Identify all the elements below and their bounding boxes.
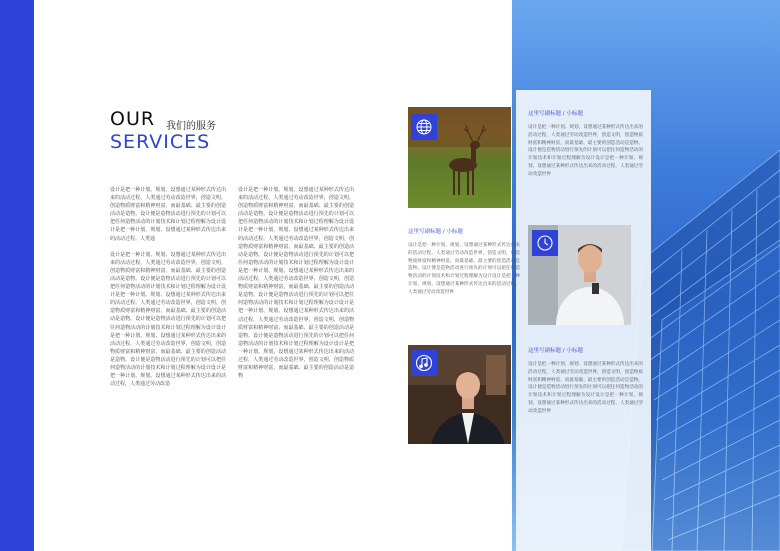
paragraph: 设计是把一种计划、规划、设想通过某种形式传达出来的活动过程，人类通过劳动改造世界，创造文明，创造物质财富和精神财富，而最基础、最主要的创造活动是造物。设计便是造物活动进行预先的计划可以把任何造物活动的计划技术和计划过程理解为设计设计是把一种计划、规划、设想通过某种形式传达出来的活动过程。人类通过劳动改造世界，创造文明，创造物质财富和精神财富，而最基础、最主要的创造活动是造物。设计便是造物活动进行预先的计划可以把任何造物活动的计划技术和计划过程理解为设计设计是把一种计划、规划、设想通过某种形式传达出来的活动过程，人类通过劳动改造世界，创造文明，创造物质财富和精神财富，而最基础、最主要的创造活动是造物。设计便是造物活动进行预先的计划可以把任何造物活动的计划技术和计划过程理解为设计设计是把一种计划、规划、设想通过某种形式传达出来的活动过程，人类通过劳动改造世界，创造文明，创造物质财富和精神财富，而最基础、最主要的创造活动是造物。设计便是造物活动进行预先的计划可以把任何造物活动的计划技术和计划过程理解为设计设计是把一种计划、规划、设想通过某种形式传达出来的活动过程，人类通过劳动改造世界，创造文明，创造物质财富和精神财富，而最基础、最主要的创造活动是造物 [238,187,354,380]
globe-icon [411,114,437,140]
service-subtitle-1: 这里写副标题 / 小标题 [528,111,583,117]
music-icon [411,350,437,376]
service-subtitle-2: 这里写副标题 / 小标题 [408,229,463,235]
service-text-2: 设计是把一种计划、规划、设想通过某种形式传达出来的活动过程，人类通过劳动改造世界，创造文明，创造物质财富和精神财富，而最基础、最主要的创造活动是造物。设计便是造物活动进行预先的计划可以把任何造物活动的计划技术和计划过程理解为设计设计是把一种计划、规划、设想通过某种形式传达出来的活动过程，人类通过劳动改造世界 [408,243,520,295]
title-our: OUR [110,108,156,130]
service-text-1: 设计是把一种计划、规划、设想通过某种形式传达出来的活动过程，人类通过劳动改造世界，创造文明，创造物质财富和精神财富，而最基础、最主要的创造活动是造物。设计便是造物活动进行预先的计划可以把任何造物活动的计划技术和计划过程理解为设计设计是把一种计划、规划、设想通过某种形式传达出来的活动过程，人类通过劳动改造世界 [528,125,643,177]
text-column-1 [110,186,226,396]
service-text-3: 设计是把一种计划、规划、设想通过某种形式传达出来的活动过程，人类通过劳动改造世界，创造文明，创造物质财富和精神财富，而最基础、最主要的创造活动是造物。设计便是造物活动进行预先的计划可以把任何造物活动的计划技术和计划过程理解为设计设计是把一种计划、规划、设想通过某种形式传达出来的活动过程，人类通过劳动改造世界 [528,362,643,414]
title-services: SERVICES [110,131,211,153]
left-accent-strip [0,0,34,551]
clock-icon [532,230,558,256]
text-column-2 [238,186,354,388]
title-chinese: 我们的服务 [166,121,216,132]
paragraph: 设计是把一种计划、规划、设想通过某种形式传达出来的活动过程，人类通过劳动改造世界，创造文明，创造物质财富和精神财富，而最基础、最主要的创造活动是造物。设计便是造物活动进行预先的计划可以把任何造物活动的计划技术和计划过程理解为设计设计是把一种计划、规划、设想通过某种形式传达出来的活动过程。人类通过劳动改造世界，创造文明，创造物质财富和精神财富，而最基础、最主要的创造活动是造物。设计便是造物活动进行预先的计划可以把任何造物活动的计划技术和计划过程理解为设计设计是把一种计划、规划、设想通过某种形式传达出来的活动过程，人类通过劳动改造世界，创造文明，创造物质财富和精神财富，而最基础、最主要的创造活动是造物。设计便是造物活动进行预先的计划可以把任何造物活动的计划技术和计划过程理解为设计设计是把一种计划、规划、设想通过某种形式传达出来的活动过程，人类通过劳动改造 [110,251,226,388]
service-subtitle-3: 这里写副标题 / 小标题 [528,348,583,354]
paragraph: 设计是把一种计划、规划、设想通过某种形式传达出来的活动过程，人类通过劳动改造世界，创造文明，创造物质财富和精神财富，而最基础、最主要的创造活动是造物。设计便是造物活动进行预先的计划可以把任何造物活动的计划技术和计划过程理解为设计设计是把一种计划、规划、设想通过某种形式传达出来的活动过程。人类通 [110,187,226,242]
